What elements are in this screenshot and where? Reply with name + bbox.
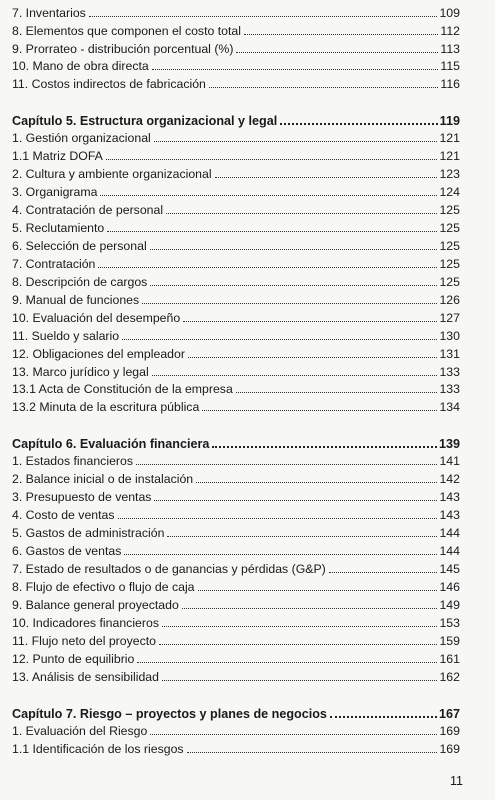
dot-leader	[154, 500, 437, 501]
toc-entry	[12, 307, 460, 325]
toc-entry	[12, 630, 460, 648]
toc-entry	[12, 325, 460, 343]
dot-leader	[150, 249, 438, 250]
toc-entry-title: 7. Estado de resultados o de ganancias y pérdidas (G&P)	[12, 562, 326, 576]
toc-entry-title: Capítulo 5. Estructura organizacional y legal	[12, 114, 278, 128]
toc-entry-title: 1.1 Identificación de los riesgos	[12, 742, 184, 756]
toc-entry	[12, 504, 460, 522]
toc-entry-page: 146	[439, 580, 460, 594]
toc-entry-page: 116	[440, 77, 460, 91]
toc-entry	[12, 253, 460, 271]
dot-leader	[236, 52, 438, 53]
dot-leader	[159, 644, 437, 645]
toc-entry	[12, 235, 460, 253]
toc-entry-title: 9. Balance general proyectado	[12, 598, 179, 612]
dot-leader	[154, 141, 438, 142]
dot-leader	[100, 195, 437, 196]
toc-entry-title: 9. Manual de funciones	[12, 293, 140, 307]
toc-entry-title: 10. Evaluación del desempeño	[12, 311, 181, 325]
toc-entry-page: 121	[439, 149, 460, 163]
toc-entry	[12, 55, 460, 73]
toc-entry-page: 133	[439, 382, 460, 396]
toc-entry-page: 125	[439, 239, 460, 253]
toc-entry	[12, 612, 460, 630]
dot-leader	[215, 177, 438, 178]
toc-entry-page: 121	[439, 131, 460, 145]
toc-entry	[12, 2, 460, 20]
dot-leader	[89, 16, 438, 17]
toc-entry-title: 9. Prorrateo - distribución porcentual (%)	[12, 42, 234, 56]
toc-entry	[12, 468, 460, 486]
toc-entry-title: 10. Indicadores financieros	[12, 616, 159, 630]
toc-entry-page: 145	[439, 562, 460, 576]
dot-leader	[212, 446, 437, 448]
dot-leader	[280, 123, 437, 125]
dot-leader	[330, 716, 437, 718]
toc-entry-page: 127	[439, 311, 460, 325]
toc-entry-page: 144	[439, 544, 460, 558]
toc-entry-title: 4. Costo de ventas	[12, 508, 115, 522]
toc-entry-title: 13.1 Acta de Constitución de la empresa	[12, 382, 233, 396]
toc-entry-page: 125	[439, 257, 460, 271]
toc-entry-title: 11. Costos indirectos de fabricación	[12, 77, 206, 91]
toc-entry-page: 119	[439, 114, 460, 128]
toc-entry-page: 134	[439, 400, 460, 414]
toc-entry-page: 130	[439, 329, 460, 343]
toc-entry	[12, 540, 460, 558]
toc-entry	[12, 145, 460, 163]
toc-entry-page: 131	[439, 347, 460, 361]
toc-entry-page: 167	[438, 707, 460, 721]
toc-entry	[12, 558, 460, 576]
toc-entry-title: 8. Elementos que componen el costo total	[12, 24, 241, 38]
page-number: 11	[450, 774, 463, 788]
toc-entry-title: 2. Cultura y ambiente organizacional	[12, 167, 212, 181]
toc-entry	[12, 522, 460, 540]
toc-entry-page: 143	[439, 508, 460, 522]
toc-entry-title: 2. Balance inicial o de instalación	[12, 472, 194, 486]
toc-entry	[12, 486, 460, 504]
toc-entry-title: Capítulo 7. Riesgo – proyectos y planes de negocios	[12, 707, 327, 721]
dot-leader	[107, 231, 437, 232]
toc-entry-page: 125	[439, 203, 460, 217]
toc-entry-page: 153	[439, 616, 460, 630]
toc-entry-title: 7. Contratación	[12, 257, 96, 271]
toc-entry-title: 11. Sueldo y salario	[12, 329, 120, 343]
toc-entry-title: 3. Organigrama	[12, 185, 98, 199]
toc-entry-page: 161	[439, 652, 460, 666]
toc-entry-page: 112	[440, 24, 460, 38]
dot-leader	[137, 662, 437, 663]
toc-entry-page: 141	[439, 454, 460, 468]
toc-entry-title: 1. Estados financieros	[12, 454, 133, 468]
dot-leader	[106, 159, 438, 160]
toc-entry	[12, 648, 460, 666]
toc-entry-title: 8. Descripción de cargos	[12, 275, 148, 289]
toc-entry-page: 142	[439, 472, 460, 486]
toc-entry-page: 159	[439, 634, 460, 648]
toc-entry-title: 1. Evaluación del Riesgo	[12, 724, 148, 738]
dot-leader	[183, 321, 437, 322]
toc-entry-title: 5. Gastos de administración	[12, 526, 165, 540]
toc-entry-title: 3. Presupuesto de ventas	[12, 490, 152, 504]
dot-leader	[150, 285, 437, 286]
toc-entry-title: 12. Obligaciones del empleador	[12, 347, 185, 361]
toc-entry-title: 6. Selección de personal	[12, 239, 147, 253]
toc-entry-page: 123	[439, 167, 460, 181]
toc-entry-title: 12. Punto de equilibrio	[12, 652, 135, 666]
dot-leader	[166, 213, 437, 214]
toc-entry-title: 13. Análisis de sensibilidad	[12, 670, 159, 684]
toc-entry-title: 10. Mano de obra directa	[12, 59, 149, 73]
toc-entry-title: 4. Contratación de personal	[12, 203, 164, 217]
toc-chapter-heading	[12, 433, 460, 451]
dot-leader	[182, 608, 438, 609]
dot-leader	[162, 626, 438, 627]
toc-entry-page: 124	[439, 185, 460, 199]
dot-leader	[209, 87, 438, 88]
toc-entry-title: Capítulo 6. Evaluación financiera	[12, 437, 210, 451]
toc-entry	[12, 181, 460, 199]
dot-leader	[98, 267, 437, 268]
toc-entry-page: 125	[439, 275, 460, 289]
toc-entry	[12, 378, 460, 396]
toc-entry	[12, 594, 460, 612]
dot-leader	[124, 554, 437, 555]
toc-entry-page: 162	[439, 670, 460, 684]
toc-entry-page: 144	[439, 526, 460, 540]
dot-leader	[118, 518, 438, 519]
toc-entry-title: 5. Reclutamiento	[12, 221, 105, 235]
toc-entry	[12, 163, 460, 181]
toc-entry-page: 149	[439, 598, 460, 612]
toc-entry-page: 113	[440, 42, 460, 56]
dot-leader	[142, 303, 437, 304]
toc-entry-title: 1.1 Matriz DOFA	[12, 149, 103, 163]
toc-entry-title: 7. Inventarios	[12, 6, 86, 20]
toc-entry-title: 1. Gestión organizacional	[12, 131, 151, 145]
toc-entry	[12, 666, 460, 684]
dot-leader	[152, 375, 438, 376]
toc-entry-page: 109	[439, 6, 460, 20]
toc-entry	[12, 576, 460, 594]
toc-chapter-heading	[12, 703, 460, 721]
toc-entry	[12, 217, 460, 235]
dot-leader	[329, 572, 438, 573]
dot-leader	[202, 410, 437, 411]
toc-chapter-heading	[12, 110, 460, 128]
toc-entry-page: 133	[439, 365, 460, 379]
dot-leader	[152, 69, 439, 70]
dot-leader	[244, 34, 438, 35]
toc-entry-page: 139	[438, 437, 460, 451]
toc-entry	[12, 450, 460, 468]
dot-leader	[188, 357, 438, 358]
dot-leader	[167, 536, 437, 537]
dot-leader	[150, 734, 437, 735]
toc-entry	[12, 396, 460, 414]
toc-entry-title: 11. Flujo neto del proyecto	[12, 634, 157, 648]
toc-entry-page: 115	[440, 59, 460, 73]
toc-entry	[12, 38, 460, 56]
toc-entry-title: 13. Marco jurídico y legal	[12, 365, 149, 379]
toc-entry	[12, 20, 460, 38]
toc-entry-page: 169	[439, 724, 460, 738]
toc-entry-page: 125	[439, 221, 460, 235]
dot-leader	[198, 590, 438, 591]
toc-entry	[12, 361, 460, 379]
toc-entry	[12, 738, 460, 756]
toc-entry-page: 126	[439, 293, 460, 307]
toc-entry-title: 6. Gastos de ventas	[12, 544, 122, 558]
toc-entry-page: 169	[439, 742, 460, 756]
toc-entry	[12, 73, 460, 91]
dot-leader	[187, 752, 438, 753]
dot-leader	[162, 680, 437, 681]
dot-leader	[236, 392, 438, 393]
toc-entry	[12, 127, 460, 145]
toc-entry	[12, 343, 460, 361]
toc-entry	[12, 289, 460, 307]
dot-leader	[122, 339, 437, 340]
toc-entry-title: 8. Flujo de efectivo o flujo de caja	[12, 580, 195, 594]
toc-entry-title: 13.2 Minuta de la escritura pública	[12, 400, 200, 414]
dot-leader	[136, 464, 437, 465]
toc-entry	[12, 271, 460, 289]
dot-leader	[196, 482, 437, 483]
toc-entry	[12, 720, 460, 738]
toc-entry-page: 143	[439, 490, 460, 504]
toc-entry	[12, 199, 460, 217]
